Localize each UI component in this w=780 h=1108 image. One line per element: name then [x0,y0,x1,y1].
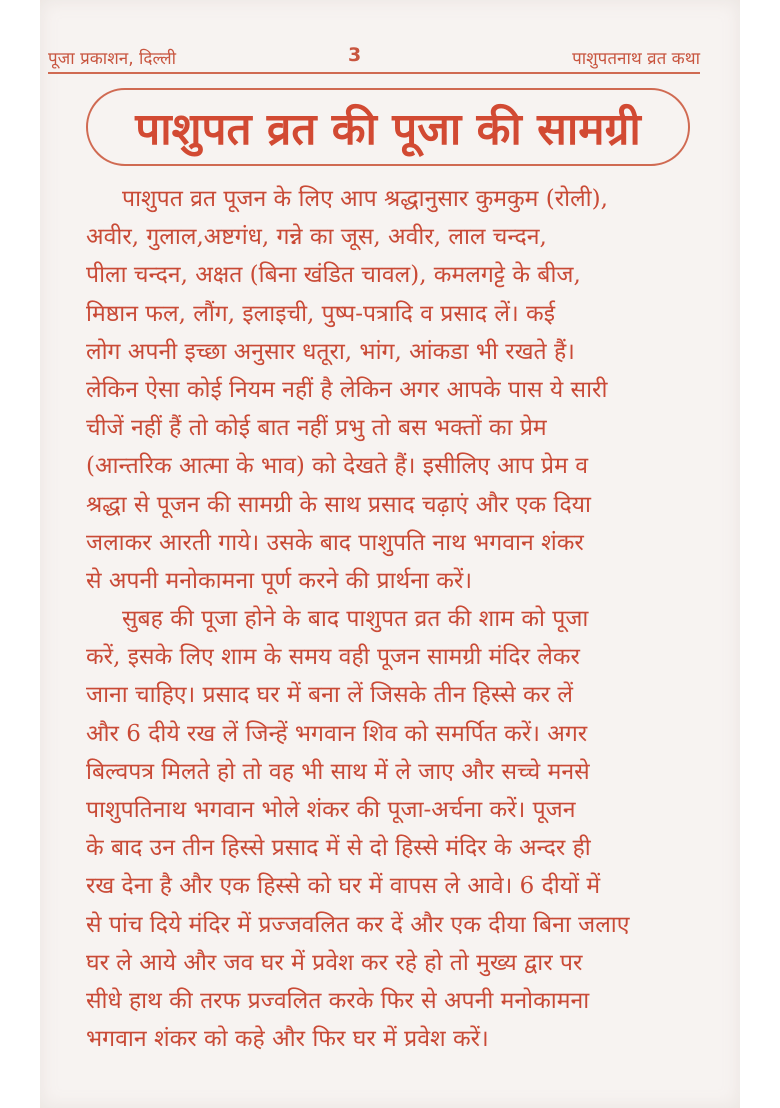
text-line: जाना चाहिए। प्रसाद घर में बना लें जिसके तीन हिस्से कर लें [86,682,573,709]
text-line: चीजें नहीं हैं तो कोई बात नहीं प्रभु तो बस भक्तों का प्रेम [86,415,547,442]
paragraph-2 [86,600,706,1058]
text-line: श्रद्धा से पूजन की सामग्री के साथ प्रसाद चढ़ाएं और एक दिया [86,491,591,518]
text-line: के बाद उन तीन हिस्से प्रसाद में से दो हिस्से मंदिर के अन्दर ही [86,835,591,862]
page-number: 3 [348,44,362,66]
paragraph-1 [86,180,706,600]
text-line: घर ले आये और जव घर में प्रवेश कर रहे हो तो मुख्य द्वार पर [86,949,583,976]
text-line: सीधे हाथ की तरफ प्रज्वलित करके फिर से अपनी मनोकामना [86,987,590,1014]
book-title: पाशुपतनाथ व्रत कथा [572,49,700,69]
text-line: से पांच दिये मंदिर में प्रज्जवलित कर दें और एक दीया बिना जलाए [86,911,630,938]
publisher-name: पूजा प्रकाशन, दिल्ली [48,49,177,69]
chapter-title: पाशुपत व्रत की पूजा की सामग्री [135,104,641,155]
text-line: रख देना है और एक हिस्से को घर में वापस ले आवे। 6 दीयों में [86,873,601,900]
text-line: अवीर, गुलाल,अष्टगंध, गन्ने का जूस, अवीर, लाल चन्दन, [86,224,547,251]
text-line: जलाकर आरती गाये। उसके बाद पाशुपति नाथ भगवान शंकर [86,529,584,556]
text-line: से अपनी मनोकामना पूर्ण करने की प्रार्थना करें। [86,567,473,594]
text-line: लोग अपनी इच्छा अनुसार धतूरा, भांग, आंकडा भी रखते हैं। [86,338,575,365]
text-line: करें, इसके लिए शाम के समय वही पूजन सामग्री मंदिर लेकर [86,644,580,671]
text-line: पीला चन्दन, अक्षत (बिना खंडित चावल), कमलगट्टे के बीज, [86,262,581,289]
text-line: सुबह की पूजा होने के बाद पाशुपत व्रत की शाम को पूजा [122,606,589,633]
body-text [86,180,706,1058]
page-header [48,46,700,72]
text-line: मिष्ठान फल, लौंग, इलाइची, पुष्प-पत्रादि व प्रसाद लें। कई [86,300,555,327]
text-line: लेकिन ऐसा कोई नियम नहीं है लेकिन अगर आपके पास ये सारी [86,376,608,403]
text-line: बिल्वपत्र मिलते हो तो वह भी साथ में ले जाए और सच्चे मनसे [86,758,590,785]
text-line: और 6 दीये रख लें जिन्हें भगवान शिव को समर्पित करें। अगर [86,720,588,747]
text-line: (आन्तरिक आत्मा के भाव) को देखते हैं। इसीलिए आप प्रेम व [86,453,588,480]
header-divider [48,72,700,74]
text-line: पाशुपतिनाथ भगवान भोले शंकर की पूजा-अर्चना करें। पूजन [86,797,576,823]
chapter-title-box [86,88,690,166]
text-line: भगवान शंकर को कहे और फिर घर में प्रवेश करें। [86,1026,489,1053]
text-line: पाशुपत व्रत पूजन के लिए आप श्रद्धानुसार कुमकुम (रोली), [122,186,608,212]
